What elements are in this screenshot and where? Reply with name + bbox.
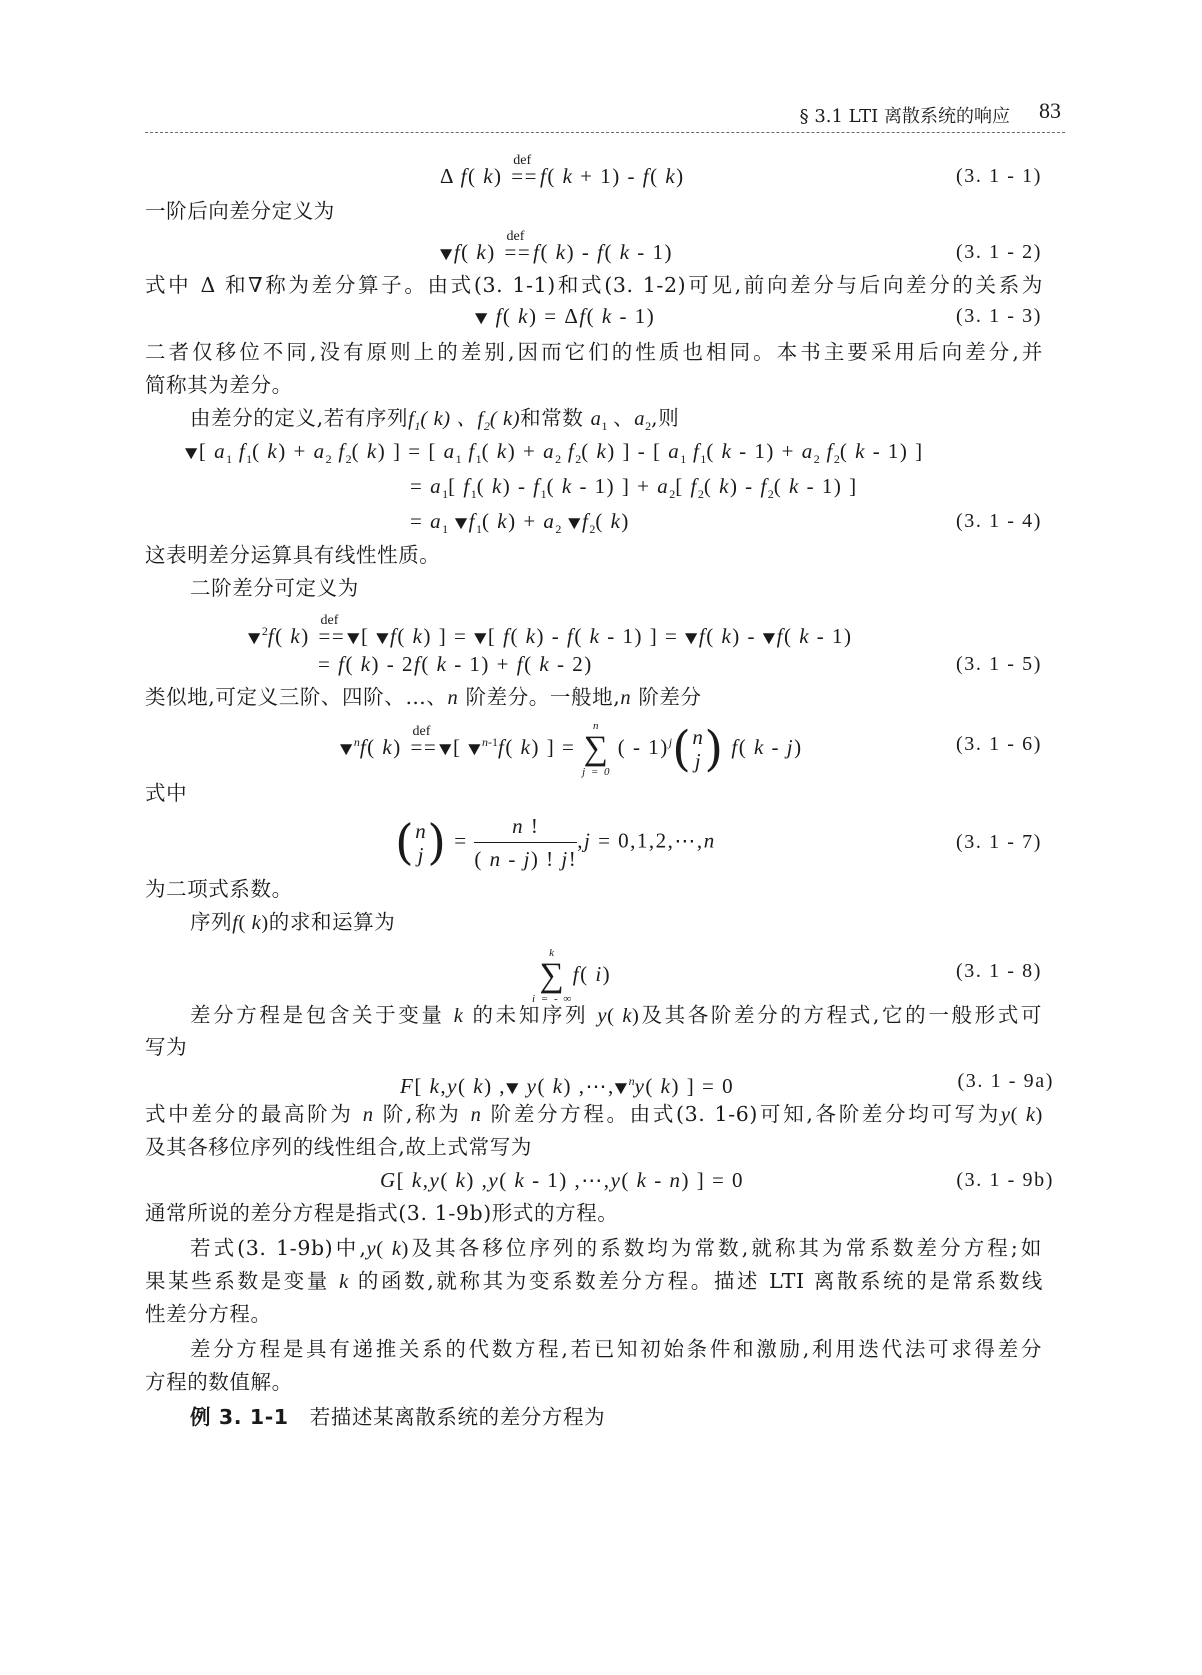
paragraph-line: 差分方程是具有递推关系的代数方程,若已知初始条件和激励,利用迭代法可求得差分 <box>190 1337 1042 1361</box>
paragraph-line: 序列f( k)的求和运算为 <box>190 910 396 934</box>
equation-number: (3. 1 - 9b) <box>956 1169 1054 1191</box>
equation-number: (3. 1 - 9a) <box>957 1070 1054 1092</box>
equation-number: (3. 1 - 5) <box>956 653 1042 675</box>
paragraph-line: 式中 Δ 和∇称为差分算子。由式(3. 1-1)和式(3. 1-2)可见,前向差分与后向差分的关系为 <box>145 273 1043 297</box>
text-span: 和常数 <box>520 406 584 430</box>
paragraph-line: 为二项式系数。 <box>145 877 293 901</box>
equation-3-1-5-line2: = f( k) - 2f( k - 1) + f( k - 2) <box>318 652 593 676</box>
paragraph-line: 类似地,可定义三阶、四阶、…、n 阶差分。一般地,n 阶差分 <box>145 685 702 709</box>
example-text: 若描述某离散系统的差分方程为 <box>309 1405 606 1429</box>
paragraph-line: 性差分方程。 <box>145 1302 272 1326</box>
paragraph-line: 写为 <box>145 1035 188 1059</box>
example-label: 例 3. 1-1 <box>190 1405 289 1429</box>
paragraph-line: 差分方程是包含关于变量 k 的未知序列 y( k)及其各阶差分的方程式,它的一般形式可 <box>190 1003 1042 1027</box>
equation-3-1-8: k ∑ i = - ∞ f( i) <box>532 947 612 1005</box>
paragraph-line: 式中差分的最高阶为 n 阶,称为 n 阶差分方程。由式(3. 1-6)可知,各阶差分均可写为y( k) <box>145 1102 1043 1126</box>
example-heading <box>190 1402 605 1432</box>
equation-3-1-4-line2: = $a_1$[ $f_1$( $k) - f_1$( k - 1) ] + $a_2$[ $f_2$( $k) - f_2$( k - 1) ] <box>410 474 858 502</box>
paragraph-line: 果某些系数是变量 k 的函数,就称其为变系数差分方程。描述 LTI 离散系统的是常系数线 <box>145 1269 1043 1293</box>
equation-3-1-2: ▼f( k) def ==f( k) - f( k - 1) <box>440 229 674 264</box>
text-span: 若式(3. 1-9b)中, <box>190 1236 367 1260</box>
paragraph-line: 这表明差分运算具有线性性质。 <box>145 543 441 567</box>
paragraph-line: 通常所说的差分方程是指式(3. 1-9b)形式的方程。 <box>145 1201 619 1225</box>
paragraph-line: 方程的数值解。 <box>145 1370 293 1394</box>
text-span: 阶,称为 <box>382 1102 462 1126</box>
text-span: 阶差分。一般地, <box>465 685 621 709</box>
text-span: 阶差分 <box>638 685 702 709</box>
paragraph-line: 二者仅移位不同,没有原则上的差别,因而它们的性质也相同。本书主要采用后向差分,并 <box>145 340 1043 364</box>
text-span: 式中差分的最高阶为 <box>145 1102 354 1126</box>
equation-3-1-9a: F[ k,y( k) ,▼ y( k) ,⋯,▼$^n$y( k) ] = 0 <box>400 1074 735 1098</box>
paragraph-line: 及其各移位序列的线性组合,故上式常写为 <box>145 1135 532 1159</box>
text-span: 类似地,可定义三阶、四阶、…、 <box>145 685 448 709</box>
text-span: 及其各阶差分的方程式,它的一般形式可 <box>639 1003 1042 1027</box>
equation-3-1-7: (n j) = $\frac{n !}{( n - j) ! j!}$ ,j = 0,1,2,⋯,n <box>395 814 716 871</box>
equation-number: (3. 1 - 6) <box>956 733 1042 755</box>
text-span: ,则 <box>651 406 680 430</box>
equation-3-1-6: ▼$^n$f( k) def == ▼[ ▼$^{n-1}$f( k) ] = n ∑ j = 0 ( - 1)$^j$(n j) f( k - j) <box>340 720 803 778</box>
page-header <box>145 92 1065 133</box>
paragraph-line: 简称其为差分。 <box>145 373 293 397</box>
equation-3-1-3: ▼ f( k) = Δf( k - 1) <box>475 304 656 328</box>
equation-3-1-9b: G[ k,y( k) ,y( k - 1) ,⋯,y( k - n) ] = 0 <box>380 1168 745 1192</box>
text-span: 的未知序列 <box>472 1003 589 1027</box>
text-span: 的求和运算为 <box>268 910 396 934</box>
equation-3-1-4-line1: ▼[ $a_1$ $f_1$( $k) + a_2$ $f_2$( k) ] = [ $a_1$ $f_1$( $k) + a_2$ $f_2$( k) ] - [ $a_1$ $f_1$( $k - 1) + a_2$ $f_2$( k - 1) ] <box>185 439 924 467</box>
equation-number: (3. 1 - 2) <box>956 241 1042 263</box>
text-span: 序列 <box>190 910 233 934</box>
equation-3-1-1: Δ f( k) def ==f( k + 1) - f( k) <box>440 153 685 188</box>
equation-number: (3. 1 - 8) <box>956 960 1042 982</box>
text-span: 由差分的定义,若有序列 <box>190 406 409 430</box>
paragraph-line: 式中 <box>145 781 188 805</box>
equation-number: (3. 1 - 7) <box>956 831 1042 853</box>
text-span: 的函数,就称其为变系数差分方程。描述 LTI 离散系统的是常系数线 <box>357 1269 1043 1293</box>
paragraph-line: 若式(3. 1-9b)中,y( k)及其各移位序列的系数均为常数,就称其为常系数差分方程;如 <box>190 1236 1042 1260</box>
text-span: 阶差分方程。由式(3. 1-6)可知,各阶差分均可写为 <box>490 1102 1001 1126</box>
equation-number: (3. 1 - 3) <box>956 305 1042 327</box>
paragraph-line: 二阶差分可定义为 <box>190 576 359 600</box>
page-number: 83 <box>1039 98 1061 123</box>
equation-number: (3. 1 - 4) <box>956 510 1042 532</box>
equation-number: (3. 1 - 1) <box>956 165 1042 187</box>
text-span: 及其各移位序列的系数均为常数,就称其为常系数差分方程;如 <box>408 1236 1042 1260</box>
paragraph-line: 一阶后向差分定义为 <box>145 199 335 223</box>
text-span: 果某些系数是变量 <box>145 1269 330 1293</box>
equation-3-1-4-line3: = $a_1$ $▼f_1$( $k) + a_2$ $▼f_2$( k) <box>410 509 630 537</box>
equation-3-1-5-line1: ▼$^2$f( k) def == ▼[ ▼f( k) ] = ▼[ f( k) - f( k - 1) ] = ▼f( k) - ▼f( k - 1) <box>248 613 853 648</box>
text-span: 差分方程是包含关于变量 <box>190 1003 445 1027</box>
paragraph-line: 由差分的定义,若有序列$f_1$( k) 、$f_2$( k)和常数 $a_1$ 、$a_2$,则 <box>190 406 680 434</box>
section-title: § 3.1 LTI 离散系统的响应 <box>799 106 1010 127</box>
